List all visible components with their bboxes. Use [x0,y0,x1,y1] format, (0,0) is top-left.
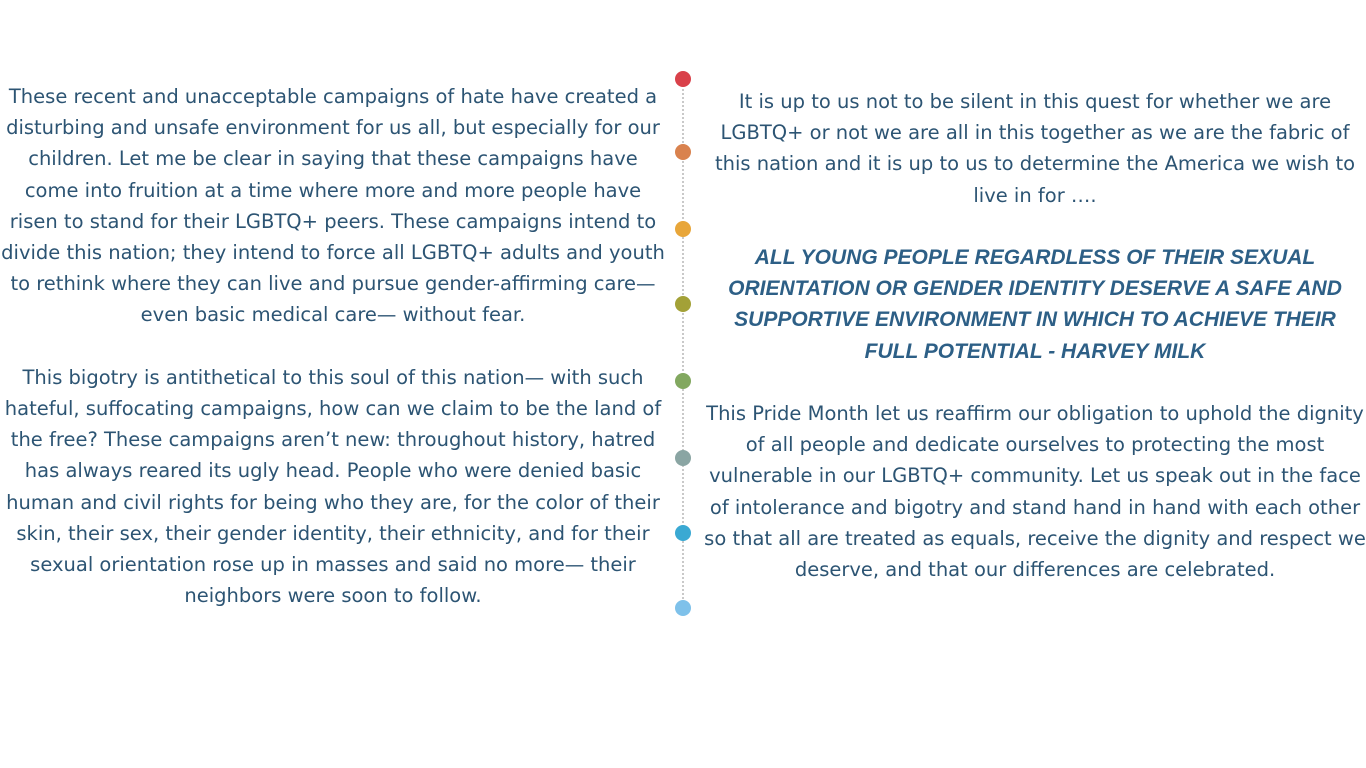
left-column [0,81,666,611]
timeline-dot-gray-teal [675,450,691,466]
timeline-divider [673,70,693,618]
paragraph-spacer [0,331,666,362]
harvey-milk-quote: ALL YOUNG PEOPLE REGARDLESS OF THEIR SEXUAL ORIENTATION OR GENDER IDENTITY DESERVE A SAFE AND SUPPORTIVE ENVIRONMENT IN WHICH TO ACHIEVE THEIR FULL POTENTIAL - HARVEY MILK [728,246,1342,363]
timeline-dot-green [675,373,691,389]
timeline-dot-light-blue [675,600,691,616]
timeline-dot-blue [675,525,691,541]
paragraph-spacer [704,367,1366,398]
timeline-dot-amber [675,221,691,237]
right-paragraph-1: It is up to us not to be silent in this quest for whether we are LGBTQ+ or not we are all in this together as we are the fabric of this nation and it is up to us to determine the America we wish to live in for …. [714,90,1356,207]
timeline-dot-orange [675,144,691,160]
left-paragraph-2: This bigotry is antithetical to this soul of this nation— with such hateful, suffocating campaigns, how can we claim to be the land of the free? These campaigns aren’t new: throughout history, hatred has always reared its ugly head. People who were denied basic human and civil rights for being who they are, for the color of their skin, their sex, their gender identity, their ethnicity, and for their sexual orientation rose up in masses and said no more— their neighbors were soon to follow. [4,365,662,608]
right-paragraph-2: This Pride Month let us reaffirm our obligation to uphold the dignity of all people and dedicate ourselves to protecting the most vulnerable in our LGBTQ+ community. Let us speak out in the face of intolerance and bigotry and stand hand in hand with each other so that all are treated as equals, receive the dignity and respect we deserve, and that our differences are celebrated. [704,402,1366,582]
timeline-dot-olive [675,296,691,312]
timeline-dot-red [675,71,691,87]
paragraph-spacer [704,211,1366,242]
left-paragraph-1: These recent and unacceptable campaigns of hate have created a disturbing and unsafe environment for us all, but especially for our children. Let me be clear in saying that these campaigns have come into fruition at a time where more and more people have risen to stand for their LGBTQ+ peers. These campaigns intend to divide this nation; they intend to force all LGBTQ+ adults and youth to rethink where they can live and pursue gender-affirming care— even basic medical care— without fear. [1,85,665,327]
right-column [704,86,1366,585]
